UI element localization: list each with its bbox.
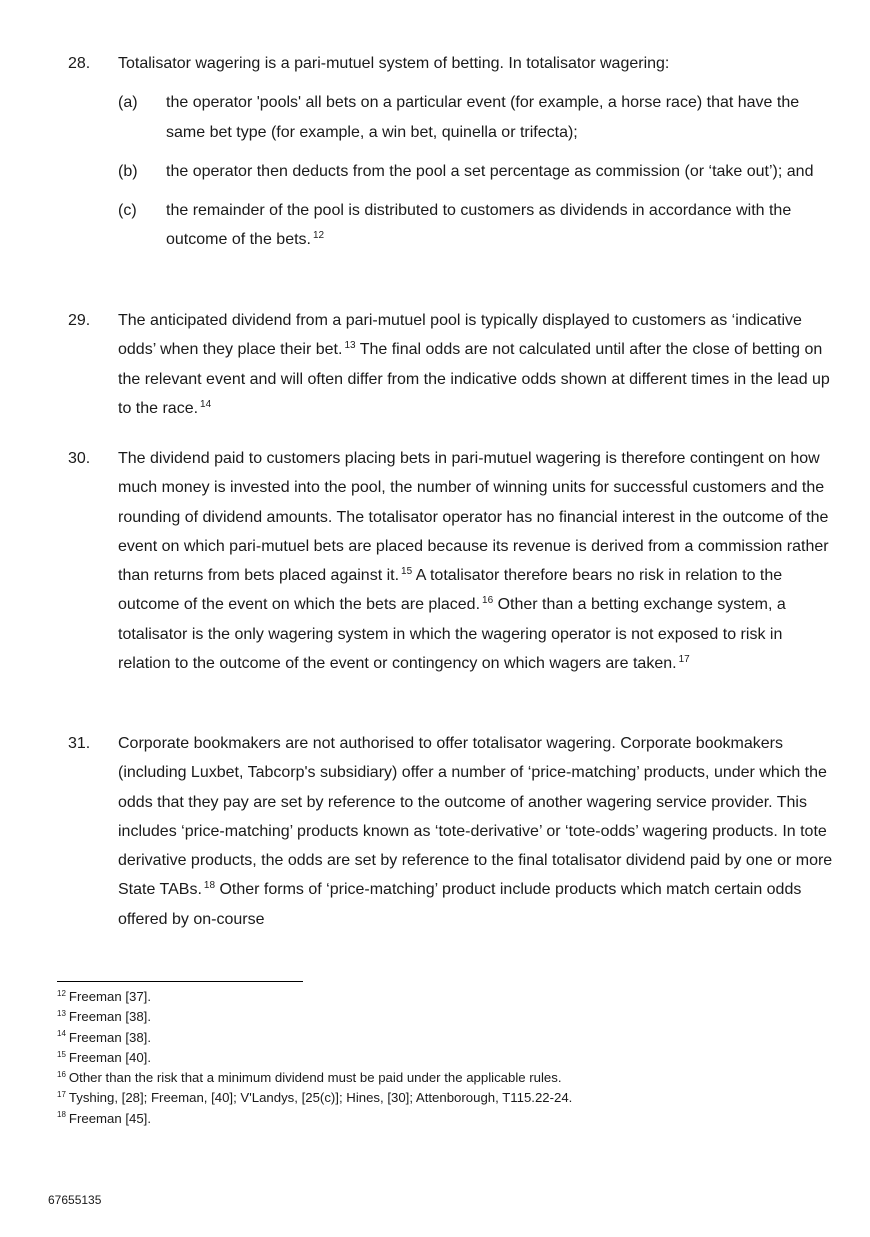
paragraph-number: 30. [68, 450, 91, 467]
footnote-text: Freeman [37]. [68, 989, 151, 1004]
subitem-text: the operator then deducts from the pool a set percentage as commission (or ‘take out’); and [166, 162, 814, 180]
subitem-c [118, 196, 833, 255]
paragraph-30 [68, 444, 843, 678]
footnote-text: Tyshing, [28]; Freeman, [40]; V'Landys, [25(c)]; Hines, [30]; Attenborough, T115.22-24. [68, 1090, 573, 1106]
subitem-label: (c) [118, 202, 137, 220]
subitem-label: (b) [118, 162, 138, 180]
paragraph-text: The dividend paid to customers placing bets in pari-mutuel wagering is therefore contingent on how much money is invested into the pool, the number of winning units for successful customers and the rounding of dividend amounts. The totalisator operator has no financial interest in the outcome of the event on which pari-mutuel bets are placed because its revenue is derived from a commission rather than returns from bets placed against it. [118, 450, 829, 585]
paragraph-number: 29. [68, 312, 91, 329]
paragraph-text: Corporate bookmakers are not authorised to offer totalisator wagering. Corporate bookmakers (including Luxbet, Tabcorp's subsidiary) offer a number of ‘price-matching’ products, under which the odds that they pay are set by reference to the outcome of another wagering service provider. This includes ‘price-matching’ products known as ‘tote-derivative’ or ‘tote-odds’ wagering products. In tote derivative products, the odds are set by reference to the final totalisator dividend paid by one or more State TABs. [118, 735, 833, 899]
footnote-text: Freeman [45]. [68, 1110, 151, 1126]
paragraph-body [118, 306, 833, 423]
subitem-label: (a) [118, 94, 138, 112]
footnote-reference[interactable]: 15 [401, 565, 413, 577]
footnote [57, 1028, 837, 1048]
footnote-number: 12 [57, 988, 66, 998]
paragraph-31 [68, 729, 843, 934]
footnote-number: 13 [57, 1008, 66, 1018]
footnote-reference[interactable]: 14 [200, 398, 212, 410]
footnote-number: 18 [57, 1110, 66, 1120]
footnote-separator [57, 981, 303, 982]
footnote-number: 16 [57, 1069, 66, 1079]
subitem-text-wrapper [166, 196, 833, 255]
footnote-number: 14 [57, 1029, 66, 1039]
subitem-b [118, 157, 833, 186]
footnote [57, 1088, 837, 1108]
subitem-text: the operator 'pools' all bets on a particular event (for example, a horse race) that have the same bet type (for example, a win bet, quinella or trifecta); [166, 94, 800, 141]
footnote [57, 1048, 837, 1068]
paragraph-29 [68, 306, 843, 423]
footnote-reference[interactable]: 13 [344, 339, 356, 351]
footnote [57, 987, 837, 1007]
paragraph-body [118, 49, 833, 255]
footnote-reference[interactable]: 18 [203, 880, 216, 892]
paragraph-number: 28. [68, 55, 91, 72]
paragraph-text: The final odds are not calculated until after the close of betting on the relevant event and will often differ from the indicative odds shown at different times in the lead up to the race. [118, 341, 830, 417]
paragraph-body [118, 444, 833, 678]
footnote-text: Freeman [38]. [68, 1029, 151, 1045]
footnote-number: 15 [57, 1049, 66, 1059]
footnote-reference[interactable]: 12 [312, 230, 325, 242]
footnote-reference[interactable]: 17 [678, 653, 690, 665]
subitem-text: the remainder of the pool is distributed to customers as dividends in accordance with the outcome of the bets. [166, 202, 792, 249]
footnote [57, 1007, 837, 1027]
paragraph-text: A totalisator therefore bears no risk in relation to the outcome of the event on which the bets are placed. [118, 567, 783, 614]
footnote-text: Freeman [40]. [68, 1049, 151, 1065]
footnote-text: Freeman [38]. [68, 1009, 151, 1025]
paragraph-text: Totalisator wagering is a pari-mutuel system of betting. In totalisator wagering: [118, 55, 670, 72]
footnote-text: Other than the risk that a minimum dividend must be paid under the applicable rules. [68, 1070, 562, 1086]
paragraph-text: The anticipated dividend from a pari-mutuel pool is typically displayed to customers as ‘indicative odds’ when they place their bet. [118, 312, 802, 359]
paragraph-text: Other than a betting exchange system, a totalisator is the only wagering system in which the wagering operator is not exposed to risk in relation to the outcome of the event or contingency on which wagers are taken. [118, 596, 786, 673]
footnote [57, 1068, 837, 1088]
footnote-reference[interactable]: 16 [482, 595, 494, 607]
subitem-a [118, 88, 833, 147]
paragraph-body [118, 729, 833, 934]
footnote [57, 1109, 837, 1129]
paragraph-number: 31. [68, 735, 91, 752]
paragraph-28 [68, 49, 843, 255]
paragraph-text: Other forms of ‘price-matching’ product include products which match certain odds offered by on-course [118, 881, 802, 928]
footnotes [57, 987, 837, 1129]
document-id: 67655135 [48, 1193, 102, 1207]
footnote-number: 17 [57, 1090, 66, 1100]
